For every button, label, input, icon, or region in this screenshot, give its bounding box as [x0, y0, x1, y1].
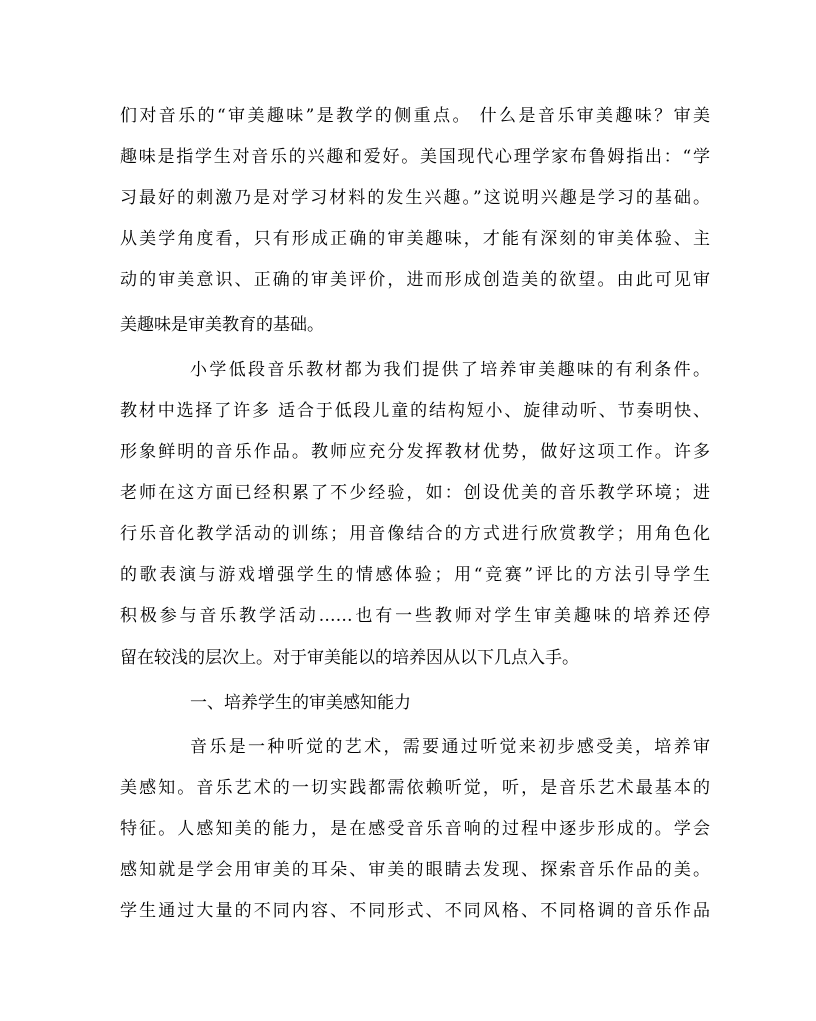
text-line: 学生通过大量的不同内容、不同形式、不同风格、不同格调的音乐作品 — [120, 901, 710, 921]
text-line: 小学低段音乐教材都为我们提供了培养审美趣味的有利条件。 — [190, 360, 710, 380]
text-line: 形象鲜明的音乐作品。教师应充分发挥教材优势，做好这项工作。许多 — [120, 442, 710, 462]
text-line: 感知就是学会用审美的耳朵、审美的眼睛去发现、探索音乐作品的美。 — [120, 860, 710, 880]
text-line: 从美学角度看，只有形成正确的审美趣味，才能有深刻的审美体验、主 — [120, 229, 710, 249]
text-line: 美趣味是审美教育的基础。 — [120, 315, 324, 335]
text-line: 教材中选择了许多 适合于低段儿童的结构短小、旋律动听、节奏明快、 — [120, 401, 710, 421]
section-heading: 一、培养学生的审美感知能力 — [190, 693, 411, 713]
text-line: 趣味是指学生对音乐的兴趣和爱好。美国现代心理学家布鲁姆指出：“学 — [120, 147, 710, 167]
text-line: 特征。人感知美的能力，是在感受音乐音响的过程中逐步形成的。学会 — [120, 819, 710, 839]
text-line: 积极参与音乐教学活动……也有一些教师对学生审美趣味的培养还停 — [120, 606, 710, 626]
text-line: 美感知。音乐艺术的一切实践都需依赖听觉，听，是音乐艺术最基本的 — [120, 778, 710, 798]
text-line: 的歌表演与游戏增强学生的情感体验；用“竞赛”评比的方法引导学生 — [120, 565, 710, 585]
text-line: 留在较浅的层次上。对于审美能以的培养因从以下几点入手。 — [120, 648, 579, 668]
text-line: 音乐是一种听觉的艺术，需要通过听觉来初步感受美，培养审 — [190, 737, 710, 757]
text-line: 行乐音化教学活动的训练；用音像结合的方式进行欣赏教学；用角色化 — [120, 524, 710, 544]
text-line: 老师在这方面已经积累了不少经验，如：创设优美的音乐教学环境；进 — [120, 483, 710, 503]
text-line: 习最好的刺激乃是对学习材料的发生兴趣。”这说明兴趣是学习的基础。 — [120, 188, 710, 208]
text-line: 动的审美意识、正确的审美评价，进而形成创造美的欲望。由此可见审 — [120, 270, 710, 290]
text-line: 们对音乐的“审美趣味”是教学的侧重点。 什么是音乐审美趣味？审美 — [120, 106, 710, 126]
